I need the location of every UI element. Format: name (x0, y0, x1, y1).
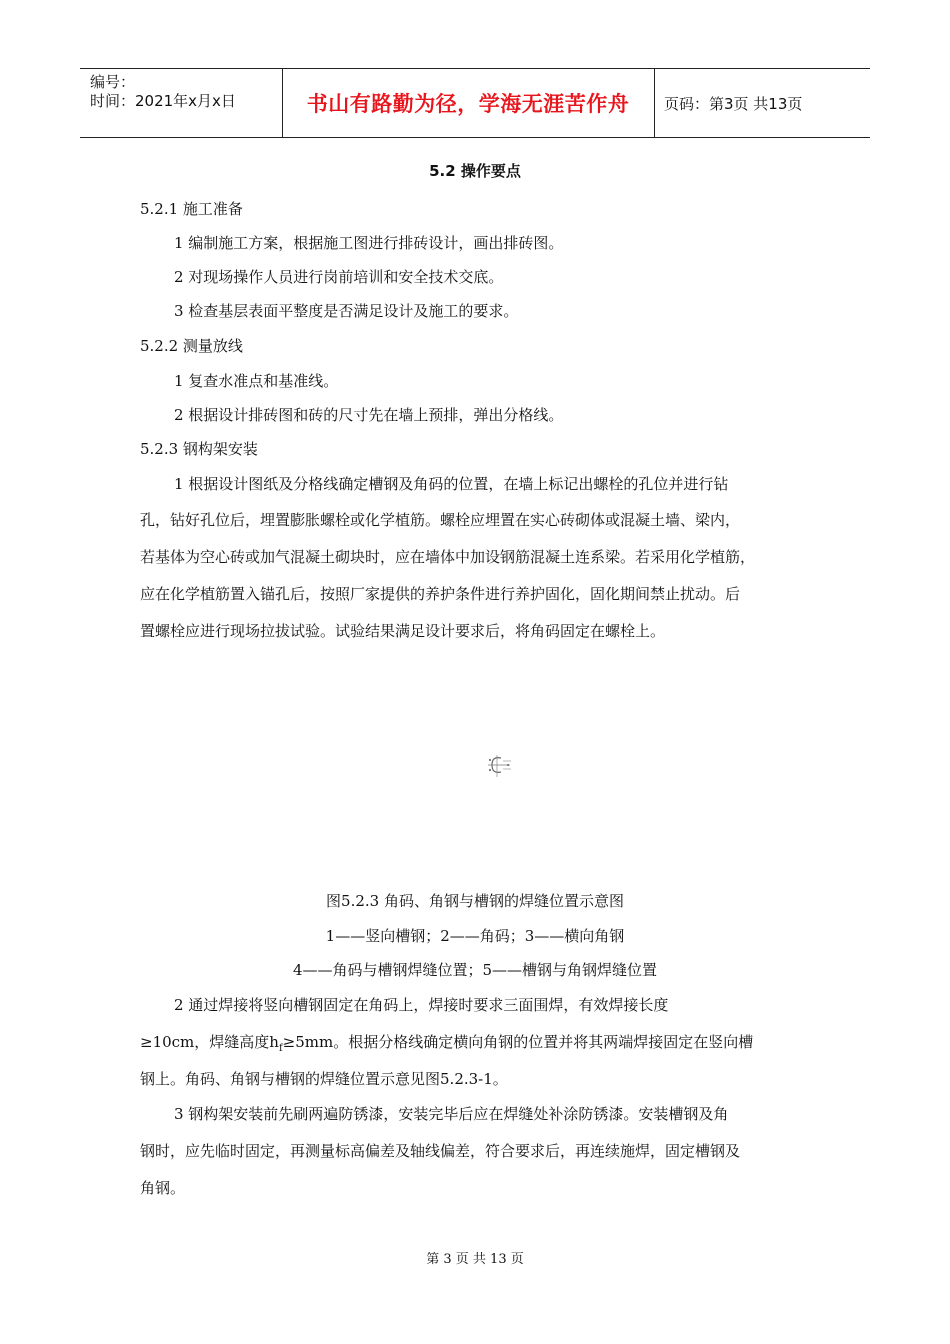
paragraph-line: 1 根据设计图纸及分格线确定槽钢及角码的位置，在墙上标记出螺栓的孔位并进行钻 (174, 475, 729, 493)
subsection-heading: 5.2.1 施工准备 (140, 200, 243, 218)
paragraph-line: 钢时，应先临时固定，再测量标高偏差及轴线偏差，符合要求后，再连续施焊，固定槽钢及 (140, 1142, 741, 1160)
paragraph-line: 2 通过焊接将竖向槽钢固定在角码上，焊接时要求三面围焊，有效焊接长度 (174, 996, 669, 1014)
subsection-heading: 5.2.3 钢构架安装 (140, 440, 258, 458)
subscript: f (278, 1043, 283, 1054)
header-motto: 书山有路勤为径，学海无涯苦作舟 (306, 92, 630, 116)
paragraph-line: 角钢。 (140, 1179, 186, 1197)
header-page-info: 页码：第3页 共13页 (664, 94, 803, 113)
date-label: 时间：2021年x月x日 (90, 92, 236, 110)
list-item: 2 对现场操作人员进行岗前培训和安全技术交底。 (174, 268, 504, 286)
weld-diagram-image (484, 752, 514, 784)
section-title: 5.2 操作要点 (429, 162, 521, 180)
list-item: 1 复查水准点和基准线。 (174, 372, 339, 390)
list-item: 3 检查基层表面平整度是否满足设计及施工的要求。 (174, 302, 519, 320)
header-divider (654, 69, 655, 137)
list-item: 2 根据设计排砖图和砖的尺寸先在墙上预排，弹出分格线。 (174, 406, 564, 424)
paragraph-line (140, 1031, 753, 1054)
text-segment: ≥5mm。根据分格线确定横向角钢的位置并将其两端焊接固定在竖向槽 (282, 1033, 754, 1051)
header-meta (90, 73, 236, 111)
number-label: 编号： (90, 73, 136, 91)
figure-caption: 图5.2.3 角码、角钢与槽钢的焊缝位置示意图 (326, 892, 624, 910)
paragraph-line: 3 钢构架安装前先刷两遍防锈漆，安装完毕后应在焊缝处补涂防锈漆。安装槽钢及角 (174, 1105, 729, 1123)
paragraph-line: 孔，钻好孔位后，埋置膨胀螺栓或化学植筋。螺栓应埋置在实心砖砌体或混凝土墙、梁内， (140, 511, 741, 529)
paragraph-line: 钢上。角码、角钢与槽钢的焊缝位置示意见图5.2.3-1。 (140, 1070, 508, 1088)
figure-legend: 1——竖向槽钢；2——角码；3——横向角钢 (325, 927, 625, 945)
page-header (80, 68, 870, 138)
paragraph-line: 应在化学植筋置入锚孔后，按照厂家提供的养护条件进行养护固化，固化期间禁止扰动。后 (140, 585, 741, 603)
text-segment: ≥10cm，焊缝高度h (140, 1033, 279, 1051)
list-item: 1 编制施工方案，根据施工图进行排砖设计，画出排砖图。 (174, 234, 564, 252)
page-footer: 第 3 页 共 13 页 (426, 1252, 524, 1267)
figure-legend: 4——角码与槽钢焊缝位置；5——槽钢与角钢焊缝位置 (292, 961, 658, 979)
paragraph-line: 若基体为空心砖或加气混凝土砌块时，应在墙体中加设钢筋混凝土连系梁。若采用化学植筋， (140, 548, 756, 566)
paragraph-line: 置螺栓应进行现场拉拔试验。试验结果满足设计要求后，将角码固定在螺栓上。 (140, 622, 666, 640)
subsection-heading: 5.2.2 测量放线 (140, 337, 243, 355)
